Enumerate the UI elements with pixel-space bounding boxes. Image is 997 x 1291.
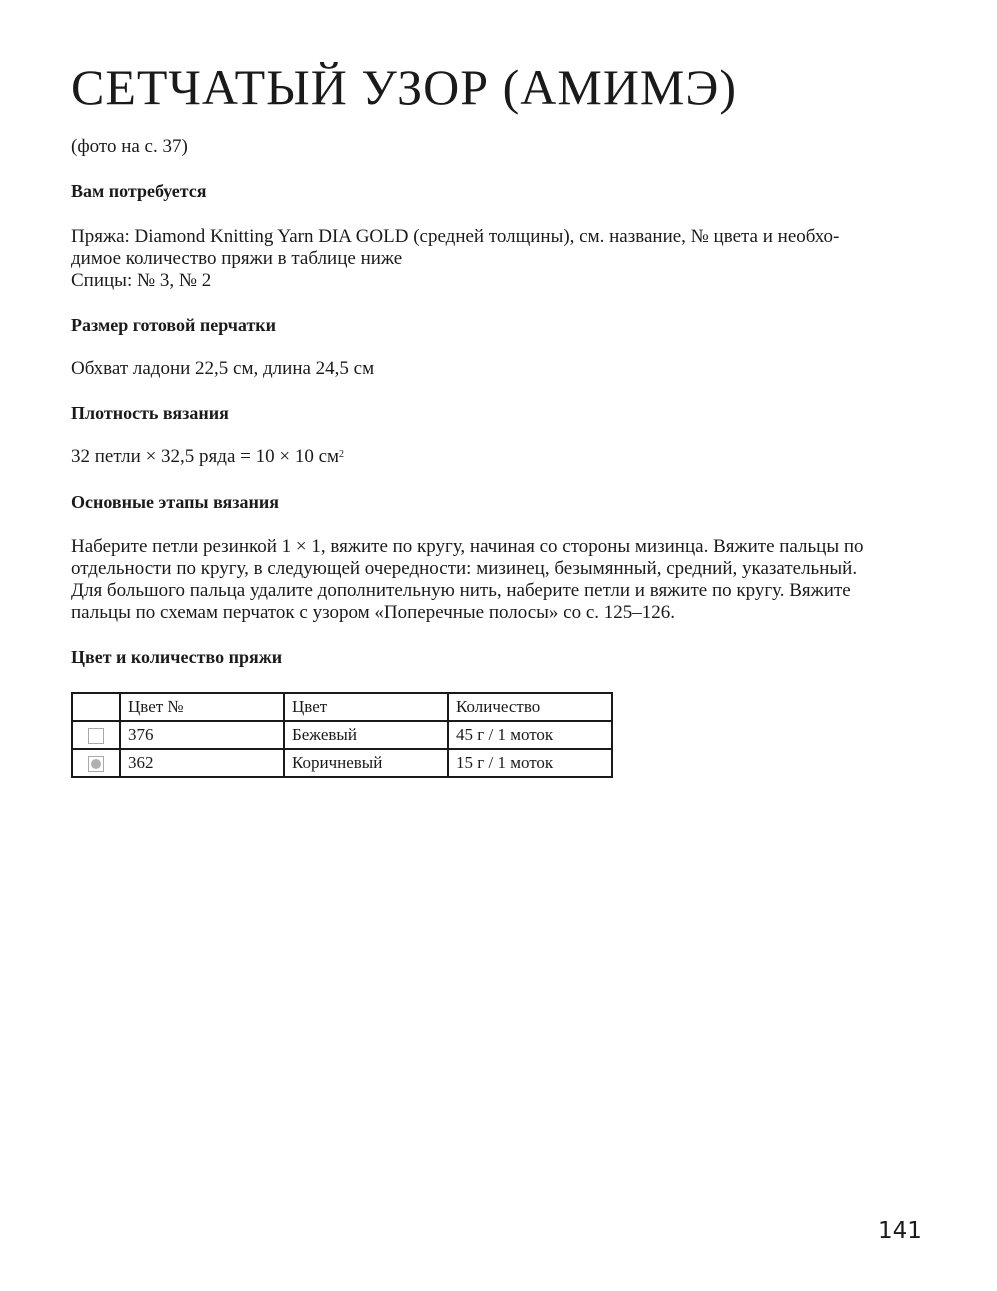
size-heading: Размер готовой перчатки	[71, 315, 277, 335]
photo-reference: (фото на с. 37)	[71, 136, 188, 157]
page-number: 141	[878, 1218, 922, 1244]
empty-square-icon	[88, 728, 104, 744]
color-name-cell: Бежевый	[284, 721, 448, 749]
gauge-text	[71, 446, 931, 468]
table-row	[72, 749, 612, 777]
gauge-value: 32 петли × 32,5 ряда = 10 × 10 см	[71, 446, 340, 467]
page-title: СЕТЧАТЫЙ УЗОР (АМИМЭ)	[71, 59, 738, 115]
color-name-cell: Коричневый	[284, 749, 448, 777]
column-header-symbol	[72, 693, 120, 721]
column-header-color-number: Цвет №	[120, 693, 284, 721]
column-header-color: Цвет	[284, 693, 448, 721]
amount-cell: 45 г / 1 моток	[448, 721, 612, 749]
gauge-heading: Плотность вязания	[71, 403, 229, 423]
amount-cell: 15 г / 1 моток	[448, 749, 612, 777]
filled-circle-square-icon	[88, 756, 104, 772]
column-header-amount: Количество	[448, 693, 612, 721]
materials-heading: Вам потребуется	[71, 181, 207, 201]
steps-text	[71, 536, 931, 624]
steps-line: пальцы по схемам перчаток с узором «Поперечные полосы» со с. 125–126.	[71, 602, 676, 623]
yarn-table-heading: Цвет и количество пряжи	[71, 647, 283, 667]
symbol-cell	[72, 749, 120, 777]
color-number-cell: 376	[120, 721, 284, 749]
yarn-line-1: Пряжа: Diamond Knitting Yarn DIA GOLD (средней толщины), см. название, № цвета и необхо-	[71, 226, 840, 247]
steps-line: Для большого пальца удалите дополнительную нить, наберите петли и вяжите по кругу. Вяжите	[71, 580, 851, 601]
steps-heading: Основные этапы вязания	[71, 492, 280, 512]
symbol-cell	[72, 721, 120, 749]
steps-line: отдельности по кругу, в следующей очередности: мизинец, безымянный, средний, указательный.	[71, 558, 858, 579]
gauge-superscript: 2	[339, 449, 345, 460]
table-row	[72, 721, 612, 749]
needles-line: Спицы: № 3, № 2	[71, 270, 212, 291]
table-header-row	[72, 693, 612, 721]
color-number-cell: 362	[120, 749, 284, 777]
steps-line: Наберите петли резинкой 1 × 1, вяжите по кругу, начиная со стороны мизинца. Вяжите пальцы по	[71, 536, 864, 557]
yarn-table	[71, 692, 613, 778]
yarn-line-2: димое количество пряжи в таблице ниже	[71, 248, 403, 269]
materials-text	[71, 226, 931, 292]
size-text: Обхват ладони 22,5 см, длина 24,5 см	[71, 358, 375, 379]
